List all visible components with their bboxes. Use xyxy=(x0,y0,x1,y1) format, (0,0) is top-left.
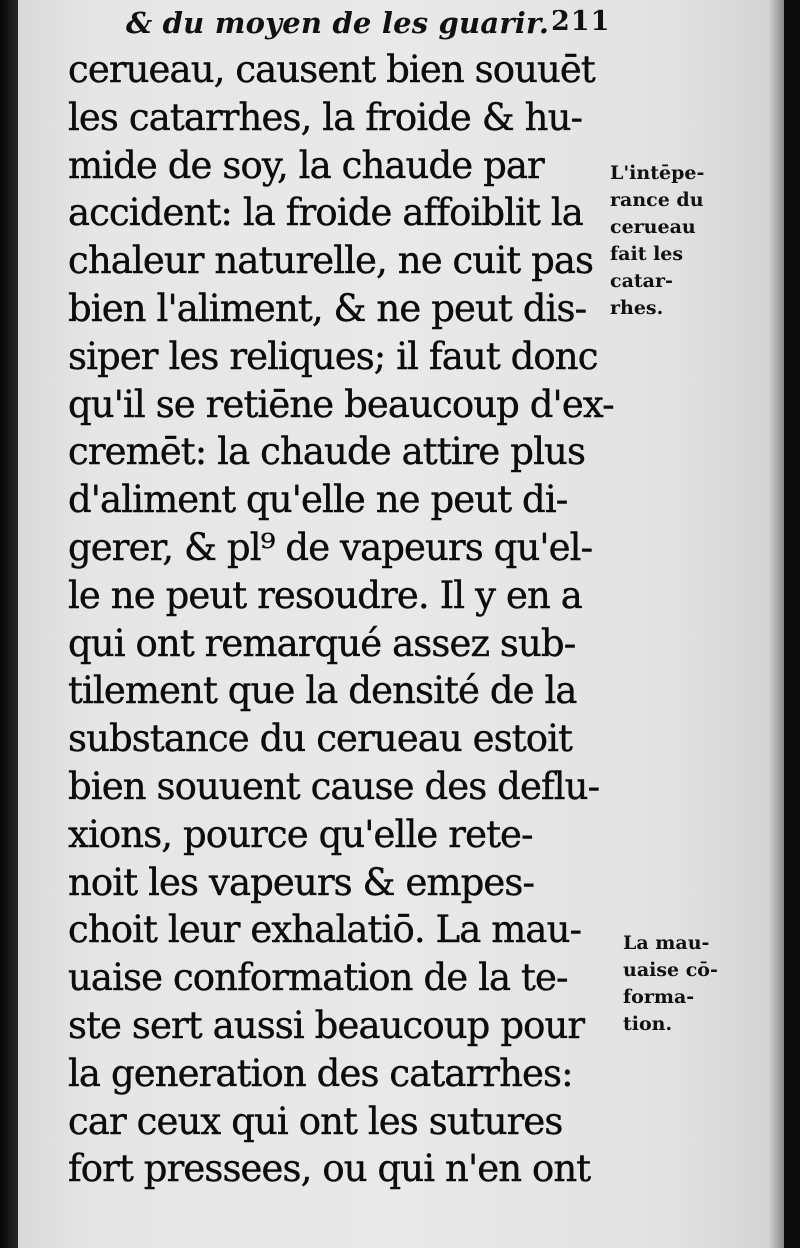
marginal-note-conformation xyxy=(623,930,718,1038)
text-line: bien souuent cause des deflu- xyxy=(68,764,600,808)
page-edge-shadow xyxy=(768,0,784,1248)
marginal-note-line: tion. xyxy=(623,1013,673,1035)
marginal-note-line: uaise cō- xyxy=(623,959,718,981)
text-line: chaleur naturelle, ne cuit pas xyxy=(68,239,594,283)
text-line: cerueau, causent bien souuēt xyxy=(68,48,595,91)
text-line: d'aliment qu'elle ne peut di- xyxy=(68,478,568,522)
body-text xyxy=(68,46,628,1193)
text-line: ste sert aussi beaucoup pour xyxy=(68,1003,585,1047)
marginal-note-line: rance du xyxy=(610,189,704,211)
marginal-note-line: L'intēpe- xyxy=(610,162,705,184)
text-line: substance du cerueau estoit xyxy=(68,717,573,761)
text-line: bien l'aliment, & ne peut dis- xyxy=(68,286,587,330)
text-line: tilement que la densité de la xyxy=(68,669,577,713)
text-line: cremēt: la chaude attire plus xyxy=(68,430,586,474)
text-line: la generation des catarrhes: xyxy=(68,1051,573,1095)
text-line: gerer, & pl⁹ de vapeurs qu'el- xyxy=(68,525,593,569)
page-number: 211 xyxy=(551,6,611,37)
text-line: uaise conformation de la te- xyxy=(68,956,568,1000)
text-line: qu'il se retiēne beaucoup d'ex- xyxy=(68,382,614,426)
text-line: xions, pource qu'elle rete- xyxy=(68,812,533,856)
text-line: le ne peut resoudre. Il y en a xyxy=(68,573,582,617)
book-page xyxy=(18,0,784,1248)
running-head: & du moyen de les guarir. xyxy=(126,6,550,40)
marginal-note-line: forma- xyxy=(623,986,695,1008)
marginal-note-intemperance xyxy=(610,160,704,322)
text-line: siper les reliques; il faut donc xyxy=(68,334,598,378)
text-line: les catarrhes, la froide & hu- xyxy=(68,95,583,139)
marginal-note-line: cerueau xyxy=(610,216,696,238)
marginal-note-line: catar- xyxy=(610,270,673,292)
book-spine-shadow xyxy=(0,0,18,1248)
text-line: fort pressees, ou qui n'en ont xyxy=(68,1147,591,1191)
text-line: choit leur exhalatiō. La mau- xyxy=(68,908,582,952)
marginal-note-line: La mau- xyxy=(623,932,710,954)
text-line: accident: la froide affoiblit la xyxy=(68,191,583,235)
text-line: car ceux qui ont les sutures xyxy=(68,1099,563,1143)
text-line: noit les vapeurs & empes- xyxy=(68,860,535,904)
page-header xyxy=(126,2,626,42)
marginal-note-line: fait les xyxy=(610,243,684,265)
marginal-note-line: rhes. xyxy=(610,297,664,319)
text-line: qui ont remarqué assez sub- xyxy=(68,621,576,665)
text-line: mide de soy, la chaude par xyxy=(68,143,544,187)
